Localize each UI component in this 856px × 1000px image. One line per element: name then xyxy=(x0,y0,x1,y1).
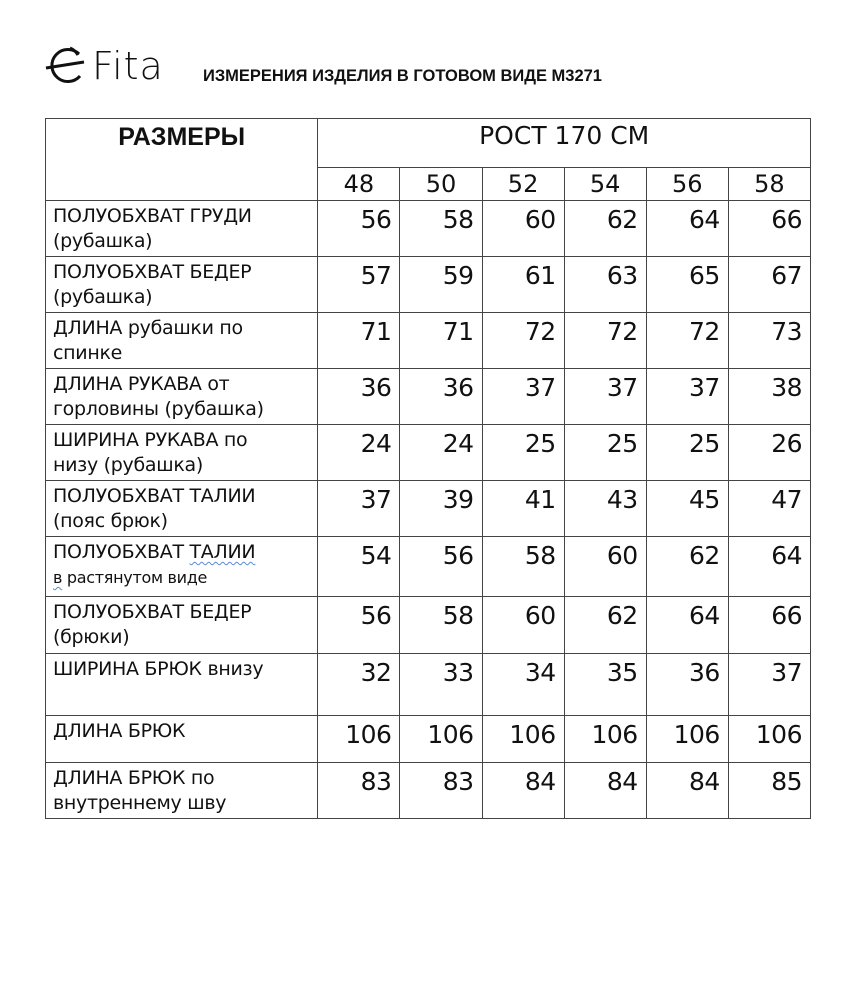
measurement-value: 45 xyxy=(646,481,728,537)
brand-name: Fita xyxy=(92,44,164,88)
measurement-value: 25 xyxy=(646,425,728,481)
table-row xyxy=(46,425,811,481)
table-row xyxy=(46,763,811,819)
measurement-label-line1: ШИРИНА РУКАВА по xyxy=(53,429,248,451)
measurement-value: 41 xyxy=(482,481,564,537)
measurement-value: 39 xyxy=(400,481,482,537)
measurement-label-line2: горловины (рубашка) xyxy=(53,398,264,420)
measurement-label-line1: ПОЛУОБХВАТ БЕДЕР xyxy=(53,601,252,623)
measurement-value: 47 xyxy=(728,481,810,537)
measurement-value: 65 xyxy=(646,257,728,313)
measurement-value: 59 xyxy=(400,257,482,313)
measurement-label xyxy=(46,654,318,716)
measurement-value: 72 xyxy=(646,313,728,369)
measurement-value: 37 xyxy=(728,654,810,716)
measurement-value: 106 xyxy=(564,716,646,763)
measurement-value: 64 xyxy=(728,537,810,597)
size-header-cell: 52 xyxy=(482,168,564,201)
measurement-label-line2: (пояс брюк) xyxy=(53,510,168,532)
size-header-cell: 50 xyxy=(400,168,482,201)
measurement-value: 36 xyxy=(400,369,482,425)
measurement-label-line2: (рубашка) xyxy=(53,230,153,252)
table-row xyxy=(46,369,811,425)
measurement-value: 58 xyxy=(400,201,482,257)
measurement-value: 36 xyxy=(646,654,728,716)
measurement-label xyxy=(46,537,318,597)
measurement-label-line1: ДЛИНА рубашки по xyxy=(53,317,243,339)
measurement-value: 72 xyxy=(564,313,646,369)
measurement-label xyxy=(46,257,318,313)
measurement-value: 33 xyxy=(400,654,482,716)
measurement-label-line2: (брюки) xyxy=(53,626,130,648)
measurement-label xyxy=(46,369,318,425)
spellcheck-underline: ТАЛИИ xyxy=(189,541,256,563)
measurement-value: 71 xyxy=(318,313,400,369)
measurement-value: 37 xyxy=(564,369,646,425)
measurement-value: 66 xyxy=(728,597,810,654)
table-row xyxy=(46,716,811,763)
measurement-value: 106 xyxy=(400,716,482,763)
measurement-value: 24 xyxy=(400,425,482,481)
measurement-value: 62 xyxy=(564,597,646,654)
measurement-label xyxy=(46,313,318,369)
sizes-header: РАЗМЕРЫ xyxy=(46,119,318,201)
measurement-value: 71 xyxy=(400,313,482,369)
table-row xyxy=(46,654,811,716)
measurement-value: 67 xyxy=(728,257,810,313)
measurement-value: 26 xyxy=(728,425,810,481)
measurement-value: 37 xyxy=(318,481,400,537)
measurement-value: 32 xyxy=(318,654,400,716)
measurement-value: 83 xyxy=(318,763,400,819)
table-row xyxy=(46,201,811,257)
measurement-label xyxy=(46,716,318,763)
size-header-cell: 54 xyxy=(564,168,646,201)
measurement-value: 56 xyxy=(318,201,400,257)
measurement-value: 37 xyxy=(482,369,564,425)
measurement-value: 62 xyxy=(564,201,646,257)
measurement-label xyxy=(46,481,318,537)
measurement-value: 57 xyxy=(318,257,400,313)
measurement-value: 64 xyxy=(646,201,728,257)
size-chart-table xyxy=(45,118,811,819)
measurement-label-line1: ПОЛУОБХВАТ ТАЛИИ xyxy=(53,541,256,563)
measurement-value: 25 xyxy=(482,425,564,481)
table-row xyxy=(46,313,811,369)
measurement-label-line1: ДЛИНА БРЮК по xyxy=(53,767,215,789)
measurement-value: 34 xyxy=(482,654,564,716)
header-row xyxy=(46,119,811,168)
size-header-cell: 48 xyxy=(318,168,400,201)
measurement-value: 60 xyxy=(482,201,564,257)
measurement-label xyxy=(46,201,318,257)
measurement-value: 62 xyxy=(646,537,728,597)
measurement-label xyxy=(46,597,318,654)
measurement-value: 106 xyxy=(482,716,564,763)
measurement-label-line1: ПОЛУОБХВАТ ТАЛИИ xyxy=(53,485,256,507)
measurement-value: 24 xyxy=(318,425,400,481)
measurement-label-line1: ПОЛУОБХВАТ ГРУДИ xyxy=(53,205,252,227)
measurement-value: 84 xyxy=(564,763,646,819)
measurement-label-line1: ДЛИНА РУКАВА от xyxy=(53,373,230,395)
measurement-value: 61 xyxy=(482,257,564,313)
measurement-label-line2: (рубашка) xyxy=(53,286,153,308)
measurement-label-line1: ДЛИНА БРЮК xyxy=(53,720,186,742)
measurement-value: 63 xyxy=(564,257,646,313)
measurement-label-line2: спинке xyxy=(53,342,123,364)
measurement-value: 72 xyxy=(482,313,564,369)
measurement-value: 58 xyxy=(400,597,482,654)
measurement-value: 106 xyxy=(646,716,728,763)
measurement-value: 106 xyxy=(318,716,400,763)
measurement-label-line2: внутреннему шву xyxy=(53,792,227,814)
measurement-label xyxy=(46,425,318,481)
measurement-value: 36 xyxy=(318,369,400,425)
height-header: РОСТ 170 СМ xyxy=(318,119,811,168)
size-header-cell: 58 xyxy=(728,168,810,201)
fita-logo-icon xyxy=(44,44,86,88)
brand-logo xyxy=(44,40,164,90)
measurement-value: 66 xyxy=(728,201,810,257)
size-header-cell: 56 xyxy=(646,168,728,201)
measurement-label-line2: в растянутом виде xyxy=(53,568,208,587)
measurement-value: 106 xyxy=(728,716,810,763)
spellcheck-underline: в xyxy=(53,568,63,587)
measurement-value: 84 xyxy=(646,763,728,819)
measurement-value: 60 xyxy=(482,597,564,654)
measurement-label-line1: ПОЛУОБХВАТ БЕДЕР xyxy=(53,261,252,283)
measurement-value: 85 xyxy=(728,763,810,819)
table-row xyxy=(46,597,811,654)
measurement-label-line2: низу (рубашка) xyxy=(53,454,203,476)
measurement-value: 64 xyxy=(646,597,728,654)
document-title: ИЗМЕРЕНИЯ ИЗДЕЛИЯ В ГОТОВОМ ВИДЕ М3271 xyxy=(203,66,602,85)
table-row xyxy=(46,481,811,537)
measurement-value: 84 xyxy=(482,763,564,819)
measurement-value: 38 xyxy=(728,369,810,425)
measurement-value: 60 xyxy=(564,537,646,597)
measurement-value: 43 xyxy=(564,481,646,537)
measurement-value: 37 xyxy=(646,369,728,425)
measurement-value: 25 xyxy=(564,425,646,481)
measurement-value: 56 xyxy=(318,597,400,654)
table-row xyxy=(46,537,811,597)
measurement-label-line1: ШИРИНА БРЮК внизу xyxy=(53,658,264,680)
measurement-value: 58 xyxy=(482,537,564,597)
measurement-value: 56 xyxy=(400,537,482,597)
table-row xyxy=(46,257,811,313)
measurement-value: 73 xyxy=(728,313,810,369)
measurement-value: 35 xyxy=(564,654,646,716)
measurement-label xyxy=(46,763,318,819)
measurement-value: 54 xyxy=(318,537,400,597)
measurement-value: 83 xyxy=(400,763,482,819)
